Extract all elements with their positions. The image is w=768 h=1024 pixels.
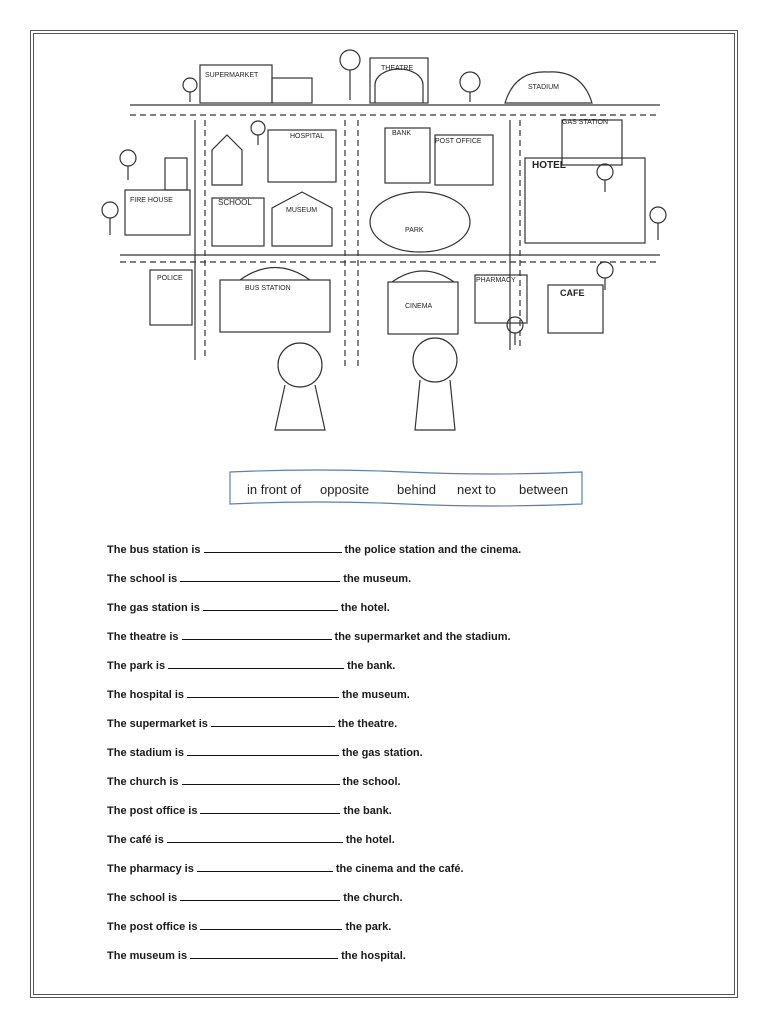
sentence-start: The park is <box>107 660 166 672</box>
answer-blank[interactable] <box>187 686 339 698</box>
sentence-start: The stadium is <box>107 747 185 759</box>
map-label-cinema: CINEMA <box>405 303 433 310</box>
map-label-fire-house: FIRE HOUSE <box>130 197 173 204</box>
sentence-start: The hospital is <box>107 689 185 701</box>
exercise-item <box>107 599 667 628</box>
answer-blank[interactable] <box>180 570 340 582</box>
map-label-cafe: CAFE <box>560 288 585 298</box>
sentence-start: The supermarket is <box>107 718 208 730</box>
exercise-item <box>107 918 667 947</box>
answer-blank[interactable] <box>180 889 340 901</box>
answer-blank[interactable] <box>168 657 344 669</box>
map-label-police: POLICE <box>157 275 183 282</box>
word-bank-item: next to <box>457 482 497 497</box>
exercise-item <box>107 744 667 773</box>
answer-blank[interactable] <box>182 628 332 640</box>
sentence-end: the hotel. <box>340 602 390 614</box>
map-label-stadium: STADIUM <box>528 84 559 91</box>
map-label-hotel: HOTEL <box>532 160 566 171</box>
word-bank-item: opposite <box>320 482 370 497</box>
map-label-gas-station: GAS STATION <box>562 119 609 126</box>
sentence-start: The museum is <box>107 950 188 962</box>
sentence-start: The school is <box>107 892 178 904</box>
sentence-end: the museum. <box>342 689 410 701</box>
sentence-end: the bank. <box>343 805 392 817</box>
sentence-start: The pharmacy is <box>107 863 194 875</box>
map-label-park: PARK <box>405 227 424 234</box>
sentence-start: The café is <box>107 834 164 846</box>
answer-blank[interactable] <box>203 599 338 611</box>
sentence-end: the park. <box>345 921 392 933</box>
answer-blank[interactable] <box>187 744 339 756</box>
exercise-item <box>107 802 667 831</box>
sentence-end: the school. <box>342 776 401 788</box>
answer-blank[interactable] <box>182 773 340 785</box>
sentence-end: the gas station. <box>342 747 423 759</box>
word-bank-item: behind <box>397 482 437 497</box>
answer-blank[interactable] <box>200 802 340 814</box>
town-map <box>100 40 680 440</box>
sentence-end: the church. <box>343 892 403 904</box>
map-label-bank: BANK <box>392 130 412 137</box>
sentence-start: The church is <box>107 776 179 788</box>
exercise-item <box>107 715 667 744</box>
exercise-list <box>107 541 667 976</box>
sentence-start: The post office is <box>107 805 198 817</box>
map-label-post-office: POST OFFICE <box>435 138 482 145</box>
exercise-item <box>107 773 667 802</box>
sentence-end: the bank. <box>347 660 396 672</box>
exercise-item <box>107 657 667 686</box>
word-bank <box>228 468 584 508</box>
sentence-end: the museum. <box>343 573 412 585</box>
map-label-bus-station: BUS STATION <box>245 285 291 292</box>
answer-blank[interactable] <box>200 918 342 930</box>
map-label-supermarket: SUPERMARKET <box>205 72 259 79</box>
map-label-school: SCHOOL <box>218 198 252 207</box>
exercise-item <box>107 628 667 657</box>
exercise-item <box>107 889 667 918</box>
answer-blank[interactable] <box>197 860 333 872</box>
answer-blank[interactable] <box>190 947 338 959</box>
answer-blank[interactable] <box>204 541 342 553</box>
map-label-hospital: HOSPITAL <box>290 133 325 140</box>
map-label-museum: MUSEUM <box>286 207 318 214</box>
sentence-end: the theatre. <box>337 718 398 730</box>
answer-blank[interactable] <box>211 715 335 727</box>
sentence-start: The post office is <box>107 921 198 933</box>
sentence-end: the supermarket and the stadium. <box>334 631 511 643</box>
map-label-theatre: THEATRE <box>381 65 414 72</box>
exercise-item <box>107 947 667 976</box>
word-bank-item: in front of <box>247 482 302 497</box>
sentence-start: The bus station is <box>107 544 201 556</box>
exercise-item <box>107 831 667 860</box>
sentence-start: The theatre is <box>107 631 179 643</box>
answer-blank[interactable] <box>167 831 343 843</box>
exercise-item <box>107 686 667 715</box>
exercise-item <box>107 860 667 889</box>
sentence-start: The gas station is <box>107 602 200 614</box>
sentence-end: the cinema and the café. <box>335 863 464 875</box>
sentence-end: the hotel. <box>345 834 395 846</box>
exercise-item <box>107 541 667 570</box>
sentence-end: the police station and the cinema. <box>344 544 522 556</box>
map-label-pharmacy: PHARMACY <box>476 277 516 284</box>
sentence-start: The school is <box>107 573 178 585</box>
sentence-end: the hospital. <box>341 950 406 962</box>
exercise-item <box>107 570 667 599</box>
word-bank-item: between <box>519 482 569 497</box>
